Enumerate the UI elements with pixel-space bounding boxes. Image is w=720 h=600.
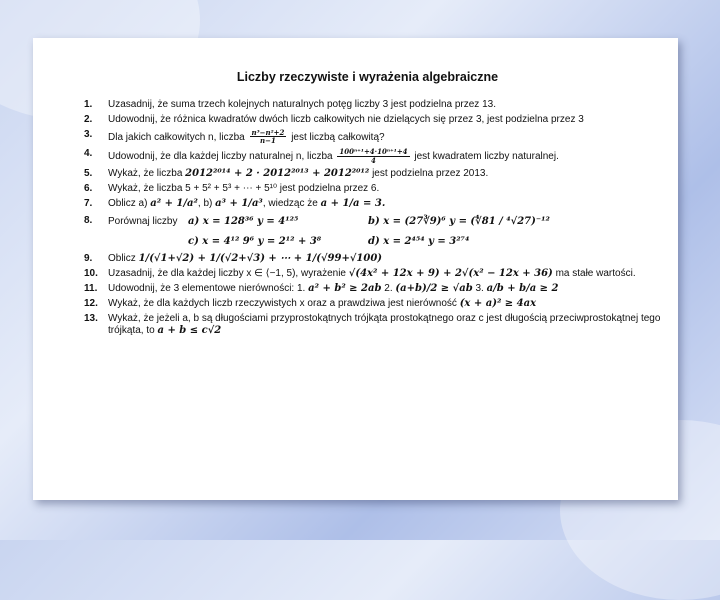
problem-text: Udowodnij, że różnica kwadratów dwóch liczb całkowitych nie dzielących się przez 3, jest podzielna przez 3 <box>108 113 584 125</box>
formula: (x + a)² ≥ 4ax <box>459 298 537 310</box>
problem-7 <box>84 198 661 210</box>
subproblem-a: a) x = 128³⁶ y = 4¹²⁵ <box>188 215 299 227</box>
document-title: Liczby rzeczywiste i wyrażenia algebraiczne <box>236 70 499 84</box>
problem-4 <box>84 148 661 164</box>
problem-number: 9. <box>84 253 93 265</box>
problem-number: 3. <box>84 128 93 140</box>
numerator: 100ⁿ⁺¹+4·10ⁿ⁺¹+4 <box>339 147 408 157</box>
problem-text: Wykaż, że liczba 5 + 5² + 5³ + ⋯ + 5¹⁰ jest podzielna przez 6. <box>108 182 380 194</box>
problem-5 <box>84 168 661 180</box>
problem-text: Wykaż, że dla każdych liczb rzeczywistych x oraz a prawdziwa jest nierówność <box>108 298 457 310</box>
problem-number: 8. <box>84 214 93 226</box>
problem-8 <box>84 215 661 249</box>
formula: 2012²⁰¹⁴ + 2 · 2012²⁰¹³ + 2012²⁰¹² <box>185 167 370 179</box>
problem-text: jest kwadratem liczby naturalnej. <box>414 150 559 162</box>
problem-10 <box>84 268 661 280</box>
problem-text: jest podzielna przez 2013. <box>372 167 489 179</box>
problem-number: 2. <box>84 113 93 125</box>
problem-number: 1. <box>84 98 93 110</box>
problem-text: Uzasadnij, że dla każdej liczby x ∈ ⟨−1, 5), wyrażenie <box>108 268 346 280</box>
problem-list <box>70 99 665 337</box>
formula: √(4x² + 12x + 9) + 2√(x² − 12x + 36) <box>348 268 553 280</box>
subproblem-c: c) x = 4¹² 9⁶ y = 2¹² + 3⁸ <box>188 236 322 248</box>
problem-number: 11. <box>84 283 98 295</box>
problem-text: Porównaj liczby <box>108 215 178 227</box>
numerator: n³−n²+2 <box>251 127 285 137</box>
formula: a/b + b/a ≥ 2 <box>486 283 559 295</box>
problem-text: Udowodnij, że dla każdej liczby naturalnej n, liczba <box>108 150 333 162</box>
problem-number: 7. <box>84 197 93 209</box>
problem-1 <box>84 99 661 111</box>
problem-text: Udowodnij, że 3 elementowe nierówności: 1. <box>108 283 306 295</box>
subproblem-b: b) x = (27∛9)⁶ y = (∜81 / ⁴√27)⁻¹² <box>368 215 550 227</box>
formula: a² + 1/a² <box>150 197 198 209</box>
problem-text: Oblicz <box>108 253 136 265</box>
problem-number: 12. <box>84 298 98 310</box>
problem-text: , b) <box>197 197 213 209</box>
formula: a³ + 1/a³ <box>215 197 263 209</box>
problem-2 <box>84 114 661 126</box>
problem-number: 4. <box>84 148 93 160</box>
problem-6 <box>84 183 661 195</box>
problem-text: Oblicz a) <box>108 197 148 209</box>
problem-text: jest liczbą całkowitą? <box>291 131 385 143</box>
problem-number: 6. <box>84 182 93 194</box>
problem-13 <box>84 313 661 337</box>
problem-3 <box>84 129 661 145</box>
problem-text: , wiedząc że <box>262 197 318 209</box>
problem-number: 5. <box>84 167 93 179</box>
problem-text: Uzasadnij, że suma trzech kolejnych naturalnych potęg liczby 3 jest podzielna przez 13. <box>108 98 496 110</box>
fraction <box>337 148 409 164</box>
problem-text: Dla jakich całkowitych n, liczba <box>108 131 245 143</box>
denominator: 4 <box>371 155 376 165</box>
problem-text: 2. <box>384 283 393 295</box>
formula: (a+b)/2 ≥ √ab <box>395 283 473 295</box>
formula: a² + b² ≥ 2ab <box>308 283 382 295</box>
problem-number: 13. <box>84 313 98 325</box>
problem-text: Wykaż, że jeżeli a, b są długościami przyprostokątnych trójkąta prostokątnego oraz c jest długością przeciwprostokątnej tego trójkąta, to <box>108 313 661 336</box>
problem-9 <box>84 253 661 265</box>
problem-text: 3. <box>475 283 484 295</box>
formula: a + b ≤ c√2 <box>157 324 222 336</box>
formula: a + 1/a = 3. <box>320 197 386 209</box>
problem-text: ma stałe wartości. <box>555 268 636 280</box>
problem-number: 10. <box>84 268 98 280</box>
problem-11 <box>84 283 661 295</box>
subproblem-d: d) x = 2⁴⁵⁴ y = 3²⁷⁴ <box>368 236 470 248</box>
document-page <box>70 60 665 460</box>
formula: 1/(√1+√2) + 1/(√2+√3) + ⋯ + 1/(√99+√100) <box>138 253 383 265</box>
problem-text: Wykaż, że liczba <box>108 167 183 179</box>
fraction <box>250 129 287 145</box>
denominator: n−1 <box>260 136 276 146</box>
problem-12 <box>84 298 661 310</box>
